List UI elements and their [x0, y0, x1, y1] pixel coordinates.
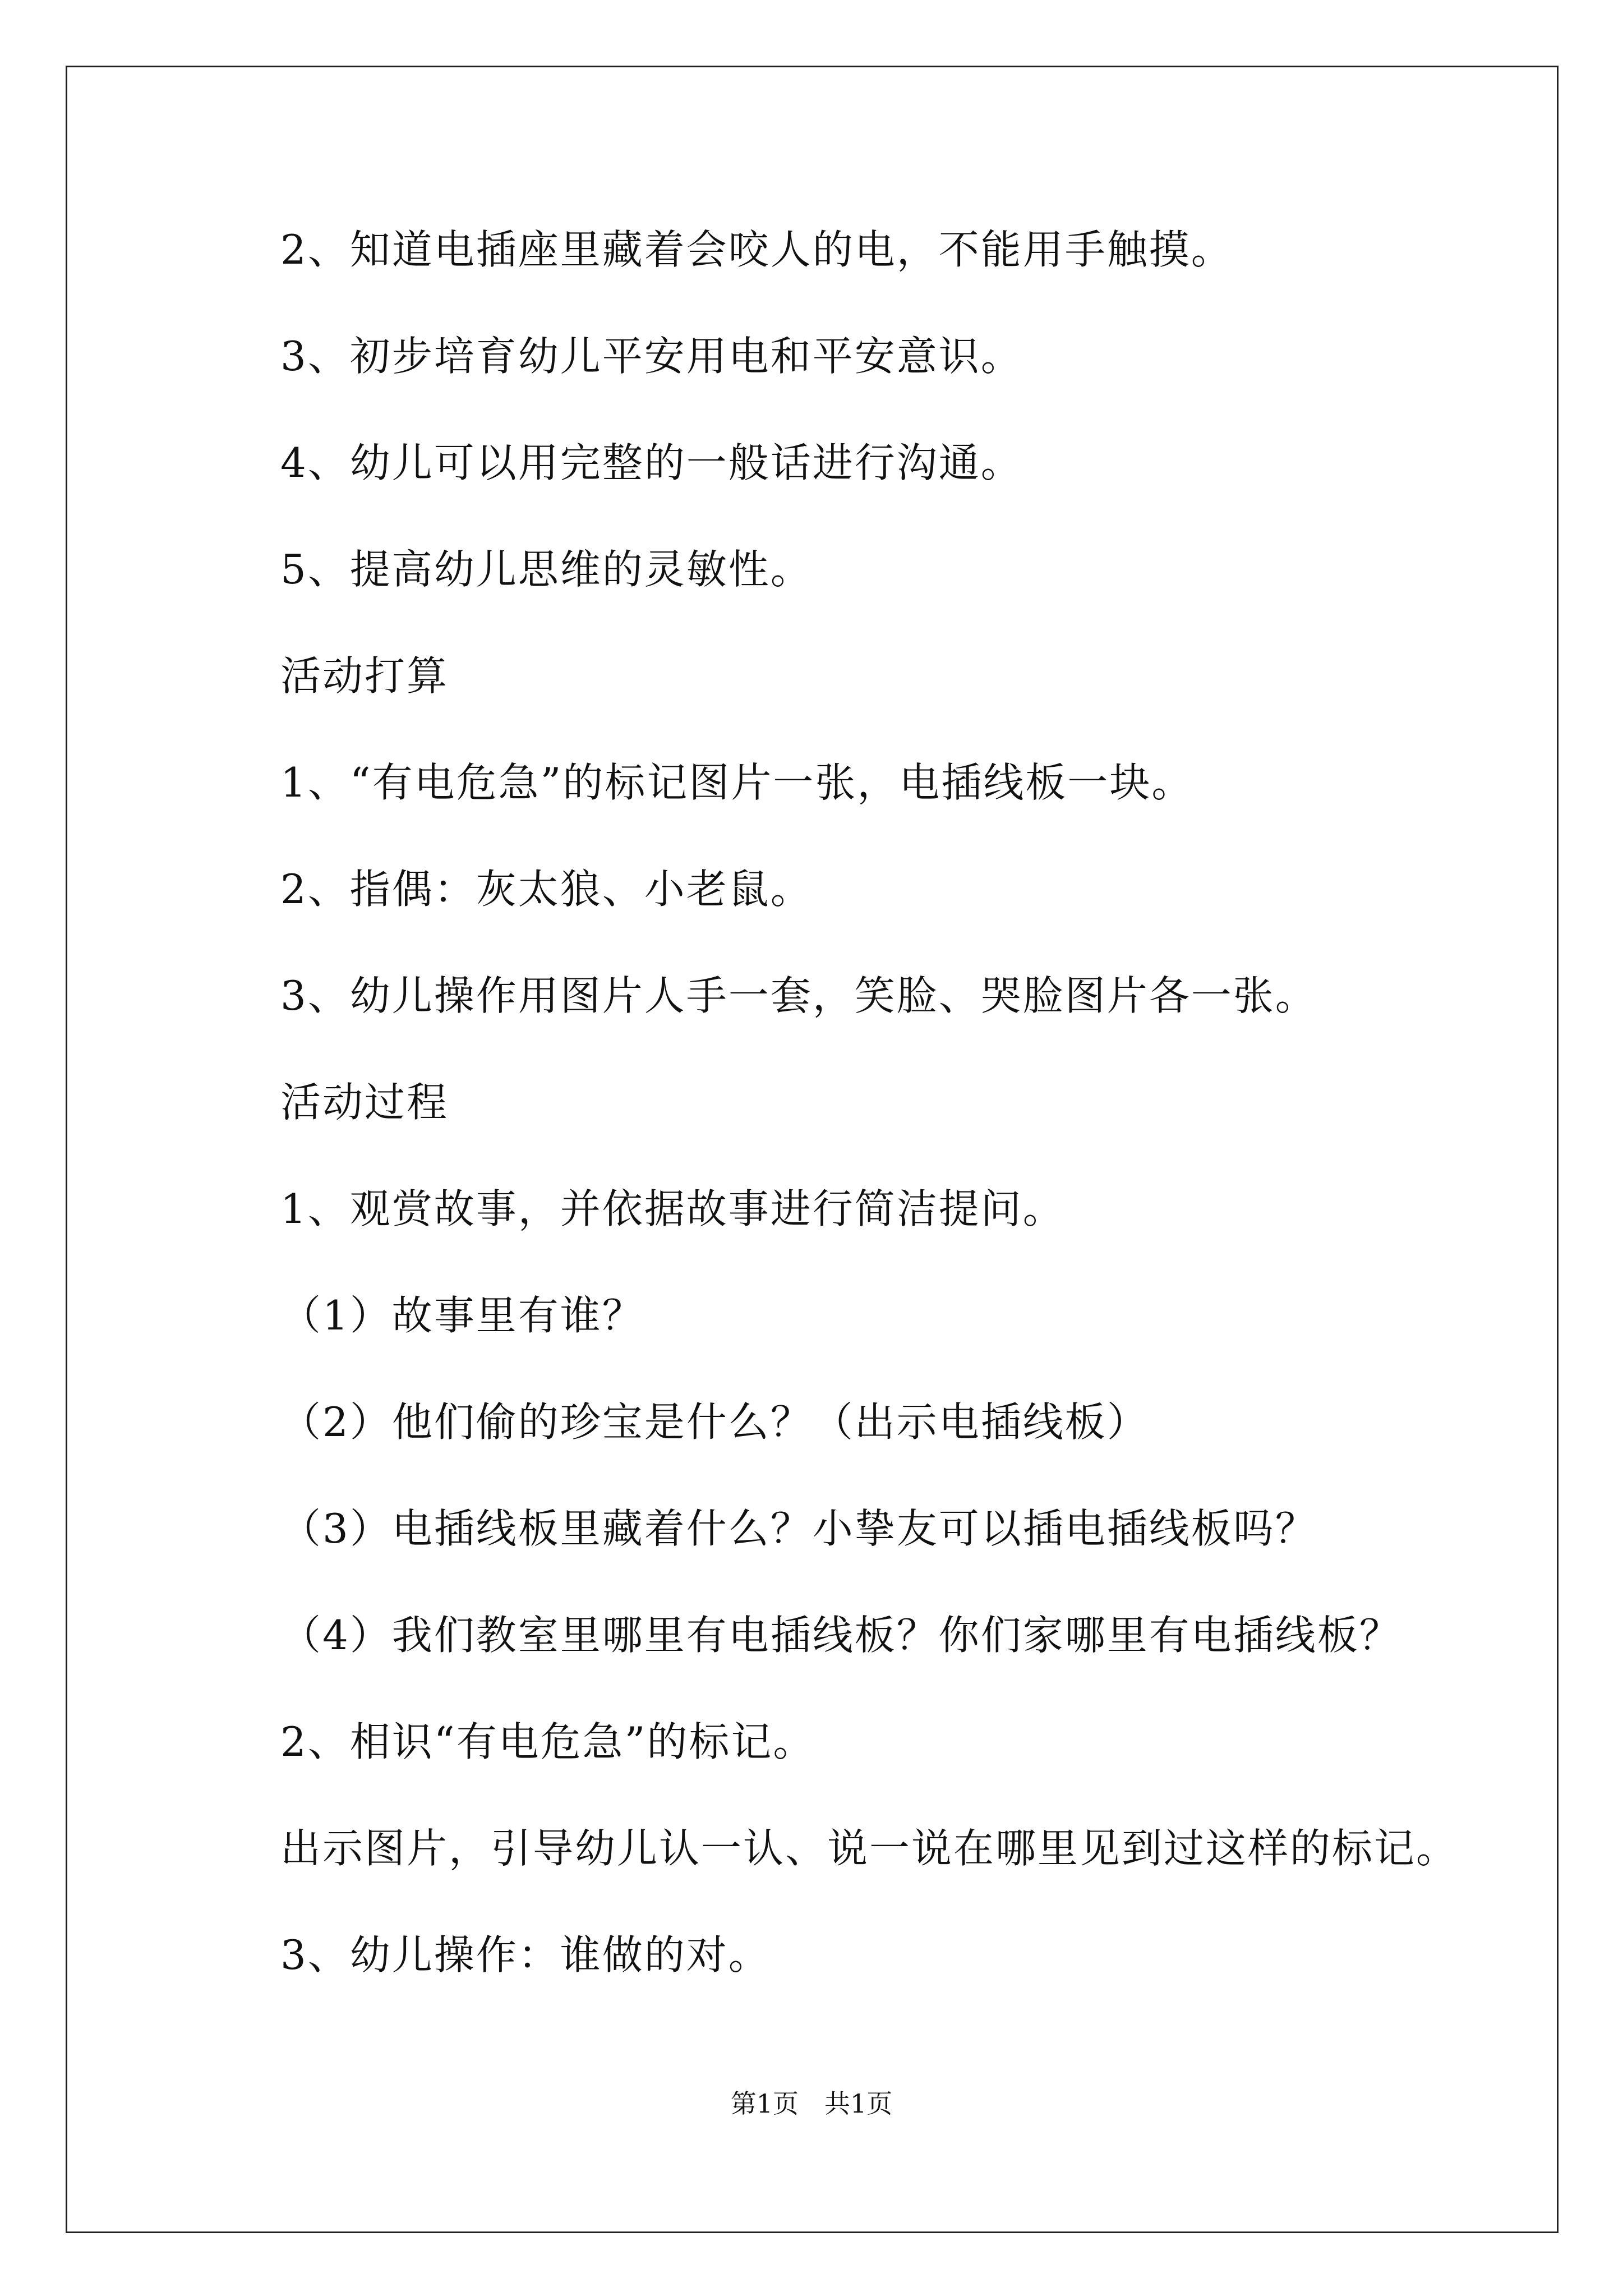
- question-line: （4）我们教室里哪里有电插线板？你们家哪里有电插线板？: [280, 1612, 1401, 1659]
- section-heading: 活动过程: [280, 1079, 449, 1126]
- document-line: 3、初步培育幼儿平安用电和平安意识。: [280, 333, 1023, 380]
- document-line: 2、指偶：灰太狼、小老鼠。: [280, 866, 813, 913]
- page-number-footer: 第1页 共1页: [730, 2088, 893, 2119]
- question-line: （1）故事里有谁？: [280, 1292, 644, 1339]
- document-line: 1、“有电危急”的标记图片一张，电插线板一块。: [280, 759, 1194, 806]
- question-line: （2）他们偷的珍宝是什么？（出示电插线板）: [280, 1398, 1149, 1446]
- document-line: 3、幼儿操作用图片人手一套，笑脸、哭脸图片各一张。: [280, 972, 1317, 1019]
- document-line: 2、知道电插座里藏着会咬人的电，不能用手触摸。: [280, 226, 1233, 273]
- document-line: 1、观赏故事，并依据故事进行简洁提问。: [280, 1185, 1065, 1232]
- document-line: 4、幼儿可以用完整的一般话进行沟通。: [280, 439, 1023, 486]
- document-line: 2、相识“有电危急”的标记。: [280, 1718, 815, 1765]
- question-line: （3）电插线板里藏着什么？小挚友可以插电插线板吗？: [280, 1505, 1317, 1552]
- document-line: 3、幼儿操作：谁做的对。: [280, 1931, 771, 1978]
- page-border: [66, 66, 1559, 2233]
- document-line: 出示图片，引导幼儿认一认、说一说在哪里见到过这样的标记。: [280, 1825, 1459, 1872]
- section-heading: 活动打算: [280, 652, 449, 700]
- document-line: 5、提高幼儿思维的灵敏性。: [280, 546, 813, 593]
